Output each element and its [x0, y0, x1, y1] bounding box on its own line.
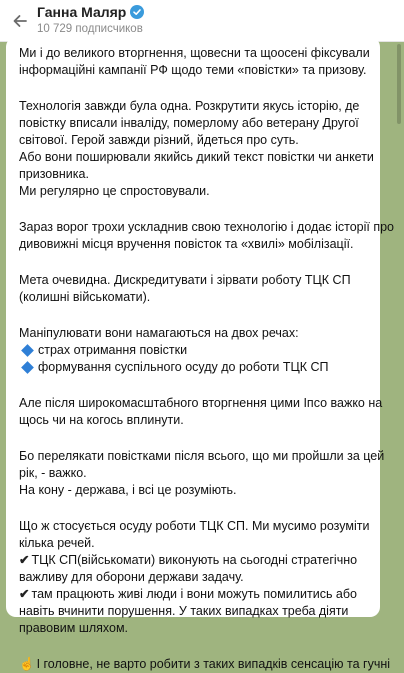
line-text: рік, - важко. — [19, 466, 87, 480]
post-text — [19, 45, 394, 673]
line-text: кілька речей. — [19, 536, 95, 550]
line-text: Ми регулярно це спростовували. — [19, 184, 210, 198]
text-line — [19, 656, 391, 673]
line-text: дивовижні місця вручення повісток та «хвилі» мобілізації. — [19, 237, 354, 251]
line-text: Але після широкомасштабного вторгнення цими Іпсо важко на — [19, 396, 383, 410]
check-mark-icon: ✔ — [19, 587, 30, 601]
text-line — [19, 132, 368, 149]
line-text: щось чи на когось вплинути. — [19, 413, 184, 427]
post-paragraph — [19, 656, 391, 673]
line-text: призовника. — [19, 167, 89, 181]
blue-diamond-icon — [21, 344, 34, 357]
text-line — [19, 482, 368, 499]
post-paragraph — [19, 325, 368, 376]
text-line — [19, 149, 374, 166]
text-line — [19, 518, 368, 535]
text-line — [19, 98, 368, 115]
subscriber-count: 10 729 подписчиков — [37, 23, 143, 35]
line-text: правовим шляхом. — [19, 621, 129, 635]
text-line — [19, 465, 368, 482]
arrow-left-icon — [12, 13, 28, 29]
post-paragraph — [19, 272, 368, 306]
line-text: там працюють живі люди і вони можуть помилитись або — [31, 587, 357, 601]
check-mark-icon: ✔ — [19, 553, 30, 567]
text-line — [19, 272, 368, 289]
text-line — [19, 183, 368, 200]
verified-badge-icon — [130, 5, 144, 19]
text-line — [19, 569, 368, 586]
line-text: ТЦК СП(військомати) виконують на сьогодні стратегічно — [31, 553, 358, 567]
line-text: Зараз ворог трохи ускладнив свою технологію і додає історії про — [19, 220, 394, 234]
text-line — [19, 289, 368, 306]
text-line — [19, 535, 368, 552]
line-text: Технологія завжди була одна. Розкрутити якусь історію, де — [19, 99, 360, 113]
line-text: Маніпулювати вони намагаються на двох речах: — [19, 326, 299, 340]
line-text: Що ж стосується осуду роботи ТЦК СП. Ми мусимо розуміти — [19, 519, 370, 533]
post-paragraph — [19, 98, 374, 200]
post-paragraph — [19, 45, 368, 79]
text-line — [19, 166, 368, 183]
line-text: Бо перелякати повістками після всього, що ми пройшли за цей — [19, 449, 385, 463]
text-line — [19, 342, 368, 359]
post-paragraph — [19, 219, 394, 253]
line-text: навіть вчинити порушення. У таких випадках треба діяти — [19, 604, 349, 618]
line-text: Або вони поширювали якийсь дикий текст повістки чи анкети — [19, 150, 374, 164]
text-line — [19, 325, 368, 342]
channel-header — [0, 0, 404, 42]
back-button[interactable] — [8, 9, 32, 33]
text-line — [19, 62, 368, 79]
post-paragraph — [19, 448, 385, 499]
text-line — [19, 45, 368, 62]
text-line — [19, 219, 394, 236]
text-line — [19, 115, 368, 132]
text-line — [19, 236, 368, 253]
pointing-hand-icon: ☝ — [19, 657, 35, 671]
line-text: інформаційні кампанії РФ щодо теми «повістки» та призову. — [19, 63, 367, 77]
scrollbar[interactable] — [397, 44, 401, 124]
post-paragraph — [19, 395, 383, 429]
line-text: повістку вписали інваліду, померлому або ветерану Другої — [19, 116, 359, 130]
line-text: Мета очевидна. Дискредитувати і зірвати роботу ТЦК СП — [19, 273, 351, 287]
line-text: (колишні військомати). — [19, 290, 151, 304]
line-text: На кону - держава, і всі це розуміють. — [19, 483, 237, 497]
text-line — [19, 412, 368, 429]
blue-diamond-icon — [21, 361, 34, 374]
line-text: Ми і до великого вторгнення, щовесни та щоосені фіксували — [19, 46, 370, 60]
text-line — [19, 586, 368, 603]
post-paragraph — [19, 518, 368, 637]
text-line — [19, 603, 368, 620]
line-text: світової. Герой завжди різний, йдеться про суть. — [19, 133, 299, 147]
line-text: формування суспільного осуду до роботи ТЦК СП — [38, 360, 329, 374]
channel-name[interactable]: Ганна Маляр — [37, 4, 127, 20]
text-line — [19, 395, 383, 412]
text-line — [19, 620, 368, 637]
channel-title-row[interactable] — [37, 4, 144, 20]
message-bubble — [6, 37, 394, 671]
text-line — [19, 448, 385, 465]
text-line — [19, 552, 368, 569]
line-text: важливу для оборони держави задачу. — [19, 570, 244, 584]
line-text: І головне, не варто робити з таких випадків сенсацію та гучні — [36, 657, 391, 671]
line-text: страх отримання повістки — [38, 343, 188, 357]
text-line — [19, 359, 368, 376]
